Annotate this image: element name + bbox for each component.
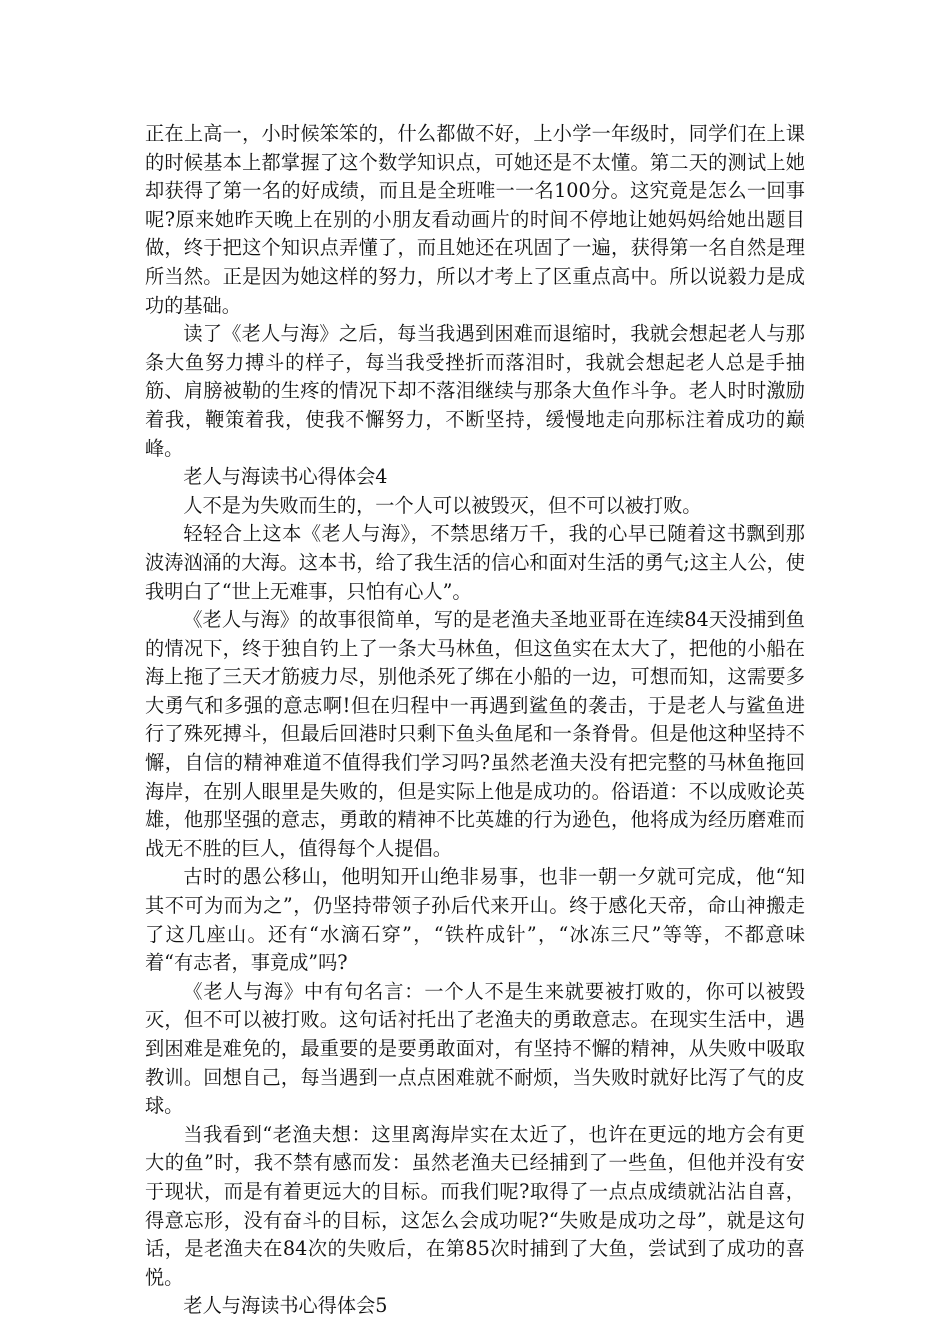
document-body: [145, 120, 805, 1321]
paragraph: 人不是为失败而生的，一个人可以被毁灭，但不可以被打败。: [183, 493, 702, 517]
paragraph: 轻轻合上这本《老人与海》，不禁思绪万千，我的心早已随着这书飘到那波涛汹涌的大海。这本书，给了我生活的信心和面对生活的勇气;这主人公，使我明白了“世上无难事，只怕有心人”。: [145, 522, 805, 603]
paragraph: 《老人与海》中有句名言：一个人不是生来就要被打败的，你可以被毁灭，但不可以被打败。这句话衬托出了老渔夫的勇敢意志。在现实生活中，遇到困难是难免的，最重要的是要勇敢面对，有坚持不懈的精神，从失败中吸取教训。回想自己，每当遇到一点点困难就不耐烦，当失败时就好比泻了气的皮球。: [145, 979, 805, 1118]
paragraph: 读了《老人与海》之后，每当我遇到困难而退缩时，我就会想起老人与那条大鱼努力搏斗的样子，每当我受挫折而落泪时，我就会想起老人总是手抽筋、肩膀被勒的生疼的情况下却不落泪继续与那条大鱼作斗争。老人时时激励着我，鞭策着我，使我不懈努力，不断坚持，缓慢地走向那标注着成功的巅峰。: [145, 322, 805, 460]
paragraph-continuation: 正在上高一，小时候笨笨的，什么都做不好，上小学一年级时，同学们在上课的时候基本上都掌握了这个数学知识点，可她还是不太懂。第二天的测试上她却获得了第一名的好成绩，而且是全班唯一一名100分。这究竟是怎么一回事呢?原来她昨天晚上在别的小朋友看动画片的时间不停地让她妈妈给她出题目做，终于把这个知识点弄懂了，而且她还在巩固了一遍，获得第一名自然是理所当然。正是因为她这样的努力，所以才考上了区重点高中。所以说毅力是成功的基础。: [145, 122, 805, 317]
paragraph: 《老人与海》的故事很简单，写的是老渔夫圣地亚哥在连续84天没捕到鱼的情况下，终于独自钓上了一条大马林鱼，但这鱼实在太大了，把他的小船在海上拖了三天才筋疲力尽，别他杀死了绑在小船的一边，可想而知，这需要多大勇气和多强的意志啊!但在归程中一再遇到鲨鱼的袭击，于是老人与鲨鱼进行了殊死搏斗，但最后回港时只剩下鱼头鱼尾和一条脊骨。但是他这种坚持不懈，自信的精神难道不值得我们学习吗?虽然老渔夫没有把完整的马林鱼拖回海岸，在别人眼里是失败的，但是实际上他是成功的。俗语道：不以成败论英雄，他那坚强的意志，勇敢的精神不比英雄的行为逊色，他将成为经历磨难而战无不胜的巨人，值得每个人提倡。: [145, 608, 805, 860]
paragraph: 当我看到“老渔夫想：这里离海岸实在太近了，也许在更远的地方会有更大的鱼”时，我不禁有感而发：虽然老渔夫已经捕到了一些鱼，但他并没有安于现状，而是有着更远大的目标。而我们呢?取得了一点点成绩就沾沾自喜，得意忘形，没有奋斗的目标，这怎么会成功呢?“失败是成功之母”，就是这句话，是老渔夫在84次的失败后，在第85次时捕到了大鱼，尝试到了成功的喜悦。: [145, 1122, 805, 1289]
section-heading: 老人与海读书心得体会5: [183, 1294, 388, 1318]
section-heading: 老人与海读书心得体会4: [183, 465, 388, 489]
paragraph: 古时的愚公移山，他明知开山绝非易事，也非一朝一夕就可完成，他“知其不可为而为之”，仍坚持带领子孙后代来开山。终于感化天帝，命山神搬走了这几座山。还有“水滴石穿”，“铁杵成针”，“冰冻三尺”等等，不都意味着“有志者，事竟成”吗?: [145, 865, 805, 975]
